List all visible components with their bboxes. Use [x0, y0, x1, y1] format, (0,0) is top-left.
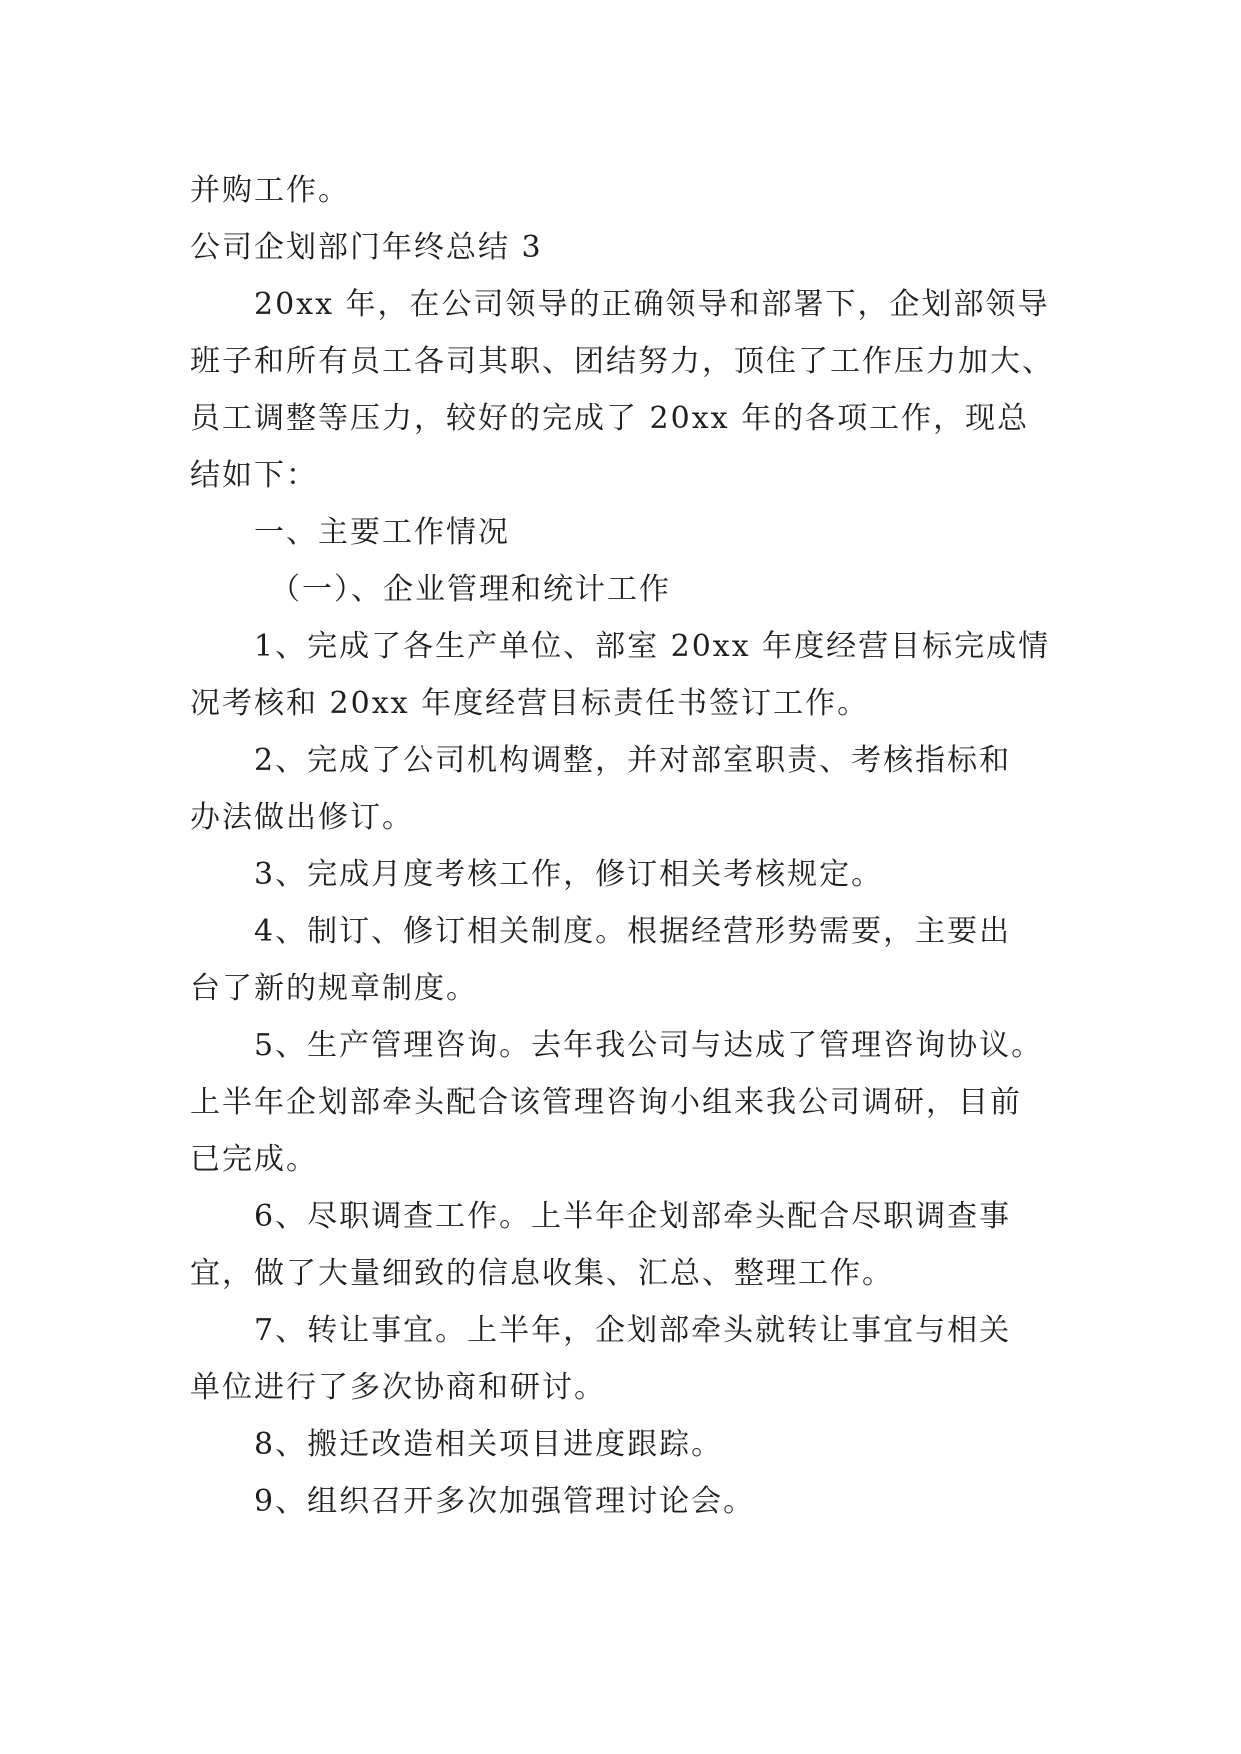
list-item: 9、组织召开多次加强管理讨论会。: [254, 1484, 756, 1519]
text-line: 办法做出修订。: [190, 800, 414, 835]
text-line: 20xx 年，在公司领导的正确领导和部署下，企划部领导: [254, 287, 1050, 322]
text-line: 上半年企划部牵头配合该管理咨询小组来我公司调研，目前: [190, 1085, 1022, 1120]
list-item: 2、完成了公司机构调整，并对部室职责、考核指标和: [254, 743, 1012, 778]
text-line: 结如下：: [190, 458, 318, 493]
subsection-heading: （一）、企业管理和统计工作: [270, 572, 671, 607]
list-item: 3、完成月度考核工作，修订相关考核规定。: [254, 857, 884, 892]
text-line: 已完成。: [190, 1142, 318, 1177]
list-item: 6、尽职调查工作。上半年企划部牵头配合尽职调查事: [254, 1199, 1012, 1234]
text-line: 宜，做了大量细致的信息收集、汇总、整理工作。: [190, 1256, 894, 1291]
list-item: 1、完成了各生产单位、部室 20xx 年度经营目标完成情: [254, 629, 1051, 664]
text-line: 班子和所有员工各司其职、团结努力，顶住了工作压力加大、: [190, 344, 1054, 379]
text-line: 员工调整等压力，较好的完成了 20xx 年的各项工作，现总: [190, 401, 1030, 436]
text-line: 单位进行了多次协商和研讨。: [190, 1370, 606, 1405]
text-line: 台了新的规章制度。: [190, 971, 478, 1006]
text-line: 并购工作。: [190, 173, 350, 208]
document-body: [190, 162, 1054, 1530]
list-item: 8、搬迁改造相关项目进度跟踪。: [254, 1427, 724, 1462]
list-item: 7、转让事宜。上半年，企划部牵头就转让事宜与相关: [254, 1313, 1012, 1348]
list-item: 4、制订、修订相关制度。根据经营形势需要，主要出: [254, 914, 1012, 949]
text-line: 况考核和 20xx 年度经营目标责任书签订工作。: [190, 686, 870, 721]
subsection-heading: 一、主要工作情况: [254, 515, 510, 550]
section-heading: 公司企划部门年终总结 3: [190, 230, 543, 265]
list-item: 5、生产管理咨询。去年我公司与达成了管理咨询协议。: [254, 1028, 1044, 1063]
